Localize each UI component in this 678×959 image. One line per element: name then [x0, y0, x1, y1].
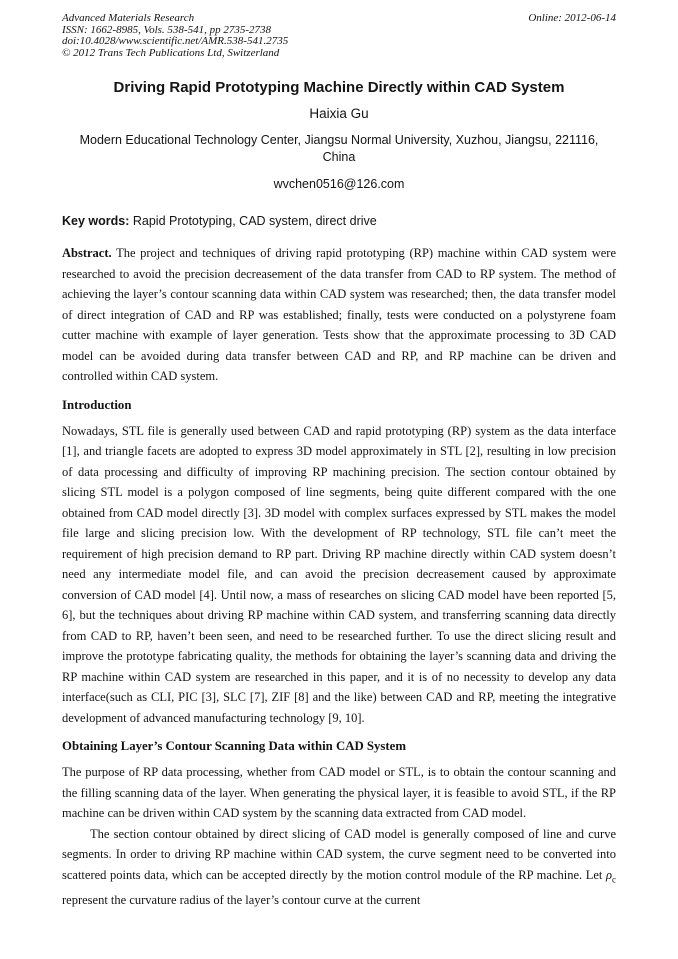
obtaining-paragraph-1: The purpose of RP data processing, whether from CAD model or STL, is to obtain the contour scanning and the filling scanning data of the layer. When generating the physical layer, it is feasible to avoid STL, if the RP machine can be driven within CAD system by the scanning data extracted from CAD model. [62, 765, 616, 820]
abstract-label: Abstract. [62, 246, 112, 260]
abstract-text: The project and techniques of driving rapid prototyping (RP) machine within CAD system were researched to avoid the precision decreasement of the data transfer from CAD to RP system. The method of achieving the layer’s contour scanning data within CAD system was researched; then, the data transfer model of direct integration of CAD and RP was established; finally, tests were conducted on a polystyrene foam cutter machine with example of layer generation. Tests show that the approximate processing to 3D CAD model can be avoided during data transfer between CAD and RP, and RP machine can be driven and controlled within CAD system. [62, 246, 616, 383]
paragraph-text-pre: The section contour obtained by direct slicing of CAD model is generally composed of line and curve segments. In order to driving RP machine within CAD system, the curve segment need to be converted into scattered points data, which can be accepted directly by the motion control module of the RP machine. Let [62, 826, 616, 882]
doi-line: doi:10.4028/www.scientific.net/AMR.538-541.2735 [62, 35, 289, 47]
journal-name: Advanced Materials Research [62, 12, 195, 24]
journal-header-row [62, 13, 616, 25]
keywords-text: Rapid Prototyping, CAD system, direct drive [129, 214, 377, 228]
author-affiliation: Modern Educational Technology Center, Jiangsu Normal University, Xuzhou, Jiangsu, 221116, China [79, 133, 599, 164]
keywords-line [62, 214, 616, 228]
section-heading-obtaining: Obtaining Layer’s Contour Scanning Data within CAD System [62, 739, 407, 753]
issn-line: ISSN: 1662-8985, Vols. 538-541, pp 2735-2738 [62, 23, 271, 36]
keywords-label: Key words: [62, 214, 130, 228]
author-name: Haixia Gu [309, 106, 369, 121]
section-heading-introduction: Introduction [62, 397, 132, 412]
journal-header [62, 13, 616, 59]
introduction-paragraph: Nowadays, STL file is generally used between CAD and rapid prototyping (RP) system as the data interface [1], and triangle facets are adopted to express 3D model approximately in STL [2], resulting in low precision of data processing and difficulty of improving RP machining precision. The section contour obtained by slicing STL model is a polygon composed of line segments, being quite different compared with the one obtained from CAD model directly [3]. 3D model with complex surfaces expressed by STL makes the model file large and slicing precision low. With the development of RP technology, STL file can’t meet the requirement of high precision demand to RP part. Driving RP machine directly within CAD system doesn’t need any intermediate model file, and can avoid the precision decreasement caused by approximate conversion of CAD model [4]. Until now, a mass of researches on slicing CAD model have been reported [5, 6], but the techniques about driving RP machine within CAD system, and transferring scanning data directly from CAD to RP, haven’t been seen, and need to be researched further. To use the direct slicing result and improve the prototype fabricating quality, the methods for obtaining the layer’s scanning data and driving the RP machine within CAD system are researched in this paper, and it is of no necessity to develop any data interface(such as CLI, PIC [3], SLC [7], ZIF [8] and the like) between CAD and RP, meeting the integrative development of advanced manufacturing technology [9, 10]. [62, 423, 616, 725]
obtaining-paragraph-2 [62, 824, 616, 911]
abstract-paragraph [62, 243, 616, 387]
rho-subscript: c [612, 874, 616, 884]
paragraph-text-post: represent the curvature radius of the layer’s contour curve at the current [62, 892, 421, 907]
email-address: wvchen0516@126.com [273, 177, 405, 191]
rho-symbol: ρ [606, 867, 612, 882]
paper-title: Driving Rapid Prototyping Machine Directly within CAD System [113, 79, 565, 96]
online-date: Online: 2012-06-14 [528, 12, 616, 24]
copyright-line: © 2012 Trans Tech Publications Ltd, Switzerland [62, 46, 280, 59]
